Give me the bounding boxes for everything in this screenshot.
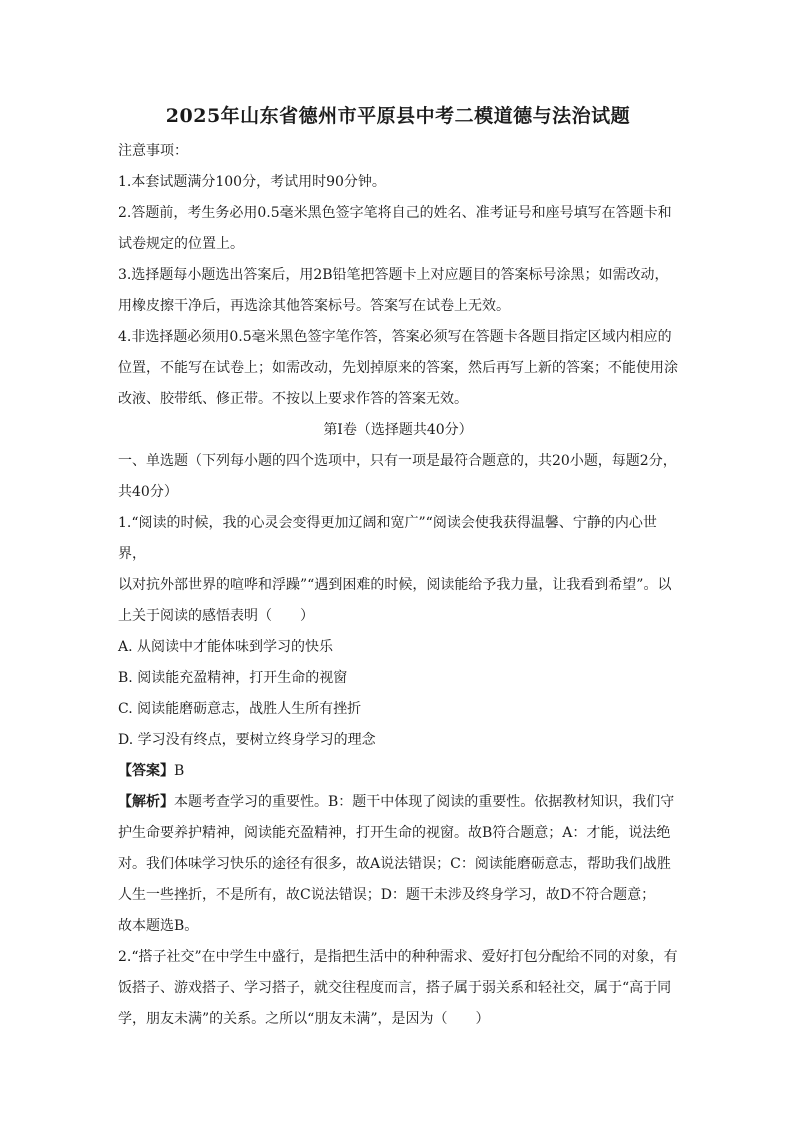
question-1-analysis-line-3: 对。我们体味学习快乐的途径有很多，故A说法错误；C：阅读能磨砺意志，帮助我们战胜 [118, 856, 671, 872]
analysis-text-line-1: 本题考查学习的重要性。B：题干中体现了阅读的重要性。依据教材知识，我们守 [174, 794, 675, 810]
answer-value: B [174, 763, 185, 779]
question-1-option-a: A. 从阅读中才能体味到学习的快乐 [118, 639, 334, 655]
question-1-stem-line-2: 以对抗外部世界的喧哗和浮躁”“遇到困难的时候，阅读能给予我力量，让我看到希望”。以 [118, 577, 672, 593]
analysis-label: 【解析】 [118, 794, 174, 810]
question-1-analysis-line-4: 人生一些挫折，不是所有，故C说法错误；D：题干未涉及终身学习，故D不符合题意； [118, 887, 656, 903]
answer-label: 【答案】 [118, 763, 174, 779]
notice-item-2-line-2: 试卷规定的位置上。 [118, 236, 244, 252]
notice-heading: 注意事项： [118, 143, 188, 159]
question-1-analysis-line-1 [118, 787, 678, 818]
part-heading-line-1: 一、单选题（下列每小题的四个选项中，只有一项是最符合题意的，共20小题，每题2分， [118, 453, 677, 469]
question-1-option-d: D. 学习没有终点，要树立终身学习的理念 [118, 732, 376, 748]
part-heading-line-2: 共40分） [118, 484, 178, 500]
question-1-option-c: C. 阅读能磨砺意志，战胜人生所有挫折 [118, 701, 362, 717]
volume-heading: 第Ⅰ卷（选择题共40分） [323, 422, 473, 438]
question-1-option-b: B. 阅读能充盈精神，打开生命的视窗 [118, 670, 348, 686]
question-1-analysis-line-2: 护生命要养护精神，阅读能充盈精神，打开生命的视窗。故B符合题意；A：才能，说法绝 [118, 825, 671, 841]
exam-page [118, 100, 678, 1035]
notice-item-3-line-2: 用橡皮擦干净后，再选涂其他答案标号。答案写在试卷上无效。 [118, 298, 510, 314]
question-1-answer [118, 756, 678, 787]
notice-item-3-line-1: 3.选择题每小题选出答案后，用2B铅笔把答题卡上对应题目的答案标号涂黑；如需改动， [118, 267, 669, 283]
notice-item-2-line-1: 2.答题前，考生务必用0.5毫米黑色签字笔将自己的姓名、准考证号和座号填写在答题卡和 [118, 205, 672, 221]
question-2-stem-line-1: 2.“搭子社交”在中学生中盛行，是指把生活中的种种需求、爱好打包分配给不同的对象，有 [118, 949, 678, 965]
notice-item-4-line-3: 改液、胶带纸、修正带。不按以上要求作答的答案无效。 [118, 391, 468, 407]
notice-item-1: 1.本套试题满分100分，考试用时90分钟。 [118, 174, 386, 190]
question-1-analysis-line-5: 故本题选B。 [118, 918, 199, 934]
question-2-stem-line-3: 学，朋友未满”的关系。之所以“朋友未满”，是因为（ ） [118, 1011, 490, 1027]
question-2-stem-line-2: 饭搭子、游戏搭子、学习搭子，就交往程度而言，搭子属于弱关系和轻社交，属于“高于同 [118, 980, 672, 996]
page-title: 2025年山东省德州市平原县中考二模道德与法治试题 [165, 105, 631, 127]
notice-item-4-line-1: 4.非选择题必须用0.5毫米黑色签字笔作答，答案必须写在答题卡各题目指定区域内相应的 [118, 329, 672, 345]
notice-item-4-line-2: 位置，不能写在试卷上；如需改动，先划掉原来的答案，然后再写上新的答案；不能使用涂 [118, 360, 678, 376]
question-1-stem-line-3: 上关于阅读的感悟表明（ ） [118, 608, 314, 624]
question-1-stem-line-1: 1.“阅读的时候，我的心灵会变得更加辽阔和宽广”“阅读会使我获得温馨、宁静的内心世界， [118, 515, 657, 562]
